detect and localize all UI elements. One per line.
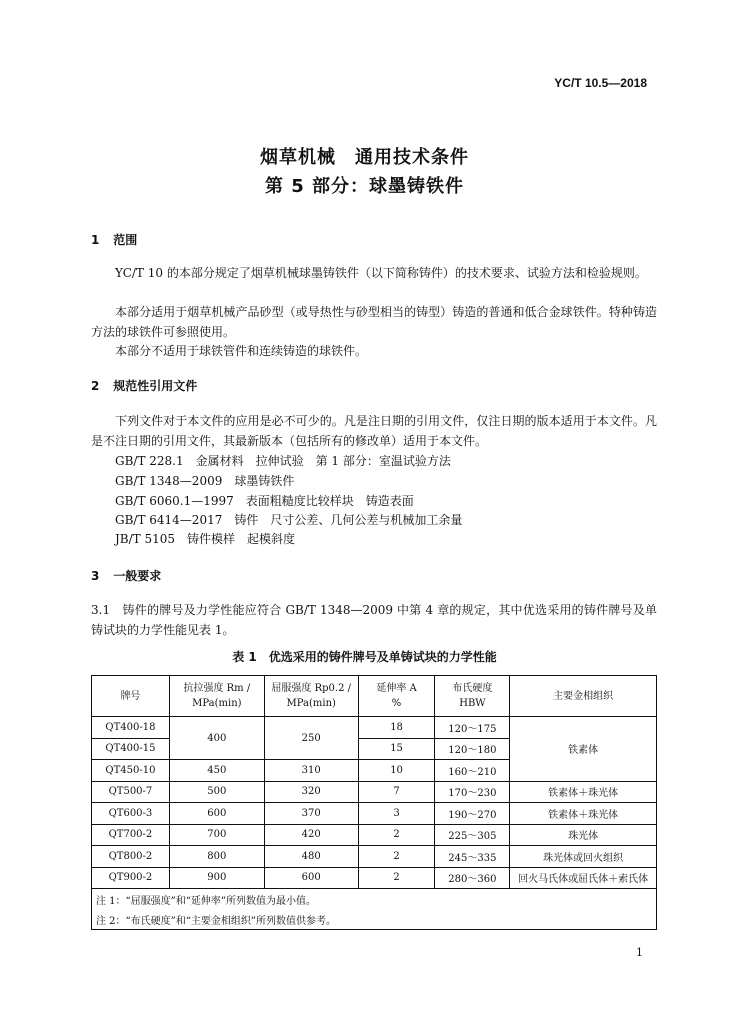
paragraph: 本部分适用于烟草机械产品砂型（或导热性与砂型相当的铸型）铸造的普通和低合金球铁件。特种铸造方法的球铁件可参照使用。 <box>91 305 657 339</box>
table-cell: 2 <box>358 846 435 868</box>
standard-number: YC/T 10.5—2018 <box>554 76 647 90</box>
table-cell: QT400-15 <box>92 738 170 760</box>
section-number: 2 <box>91 379 100 393</box>
table-cell: 珠光体或回火组织 <box>510 846 657 868</box>
table-cell: 320 <box>264 781 358 803</box>
table-cell: QT450-10 <box>92 760 170 782</box>
table-cell: 160～210 <box>435 760 510 782</box>
table-header-row <box>92 676 657 717</box>
table-cell: QT400-18 <box>92 717 170 739</box>
table-cell: 10 <box>358 760 435 782</box>
table-cell: 480 <box>264 846 358 868</box>
table-cell: QT700-2 <box>92 824 170 846</box>
table-cell: 3 <box>358 803 435 825</box>
table-cell: QT500-7 <box>92 781 170 803</box>
table-cell: QT800-2 <box>92 846 170 868</box>
paragraph: 本部分不适用于球铁管件和连续铸造的球铁件。 <box>115 344 368 358</box>
table-cell: 190～270 <box>435 803 510 825</box>
table-cell: 7 <box>358 781 435 803</box>
column-header: 抗拉强度 Rm / MPa(min) <box>169 676 264 717</box>
column-header: 布氏硬度 HBW <box>435 676 510 717</box>
table-cell: 420 <box>264 824 358 846</box>
table-row <box>92 867 657 889</box>
reference-item: GB/T 6414—2017 铸件 尺寸公差、几何公差与机械加工余量 <box>115 513 463 527</box>
table-cell: 600 <box>169 803 264 825</box>
table-cell: 珠光体 <box>510 824 657 846</box>
reference-item: GB/T 6060.1—1997 表面粗糙度比较样块 铸造表面 <box>115 494 414 508</box>
section-number: 3 <box>91 569 100 583</box>
table-cell: 900 <box>169 867 264 889</box>
table-cell: 310 <box>264 760 358 782</box>
column-header: 屈服强度 Rp0.2 / MPa(min) <box>264 676 358 717</box>
table-row <box>92 846 657 868</box>
reference-item: GB/T 228.1 金属材料 拉伸试验 第 1 部分：室温试验方法 <box>115 454 451 468</box>
section-3-heading <box>91 567 161 584</box>
table-cell: 700 <box>169 824 264 846</box>
page-number: 1 <box>636 946 643 959</box>
table-row <box>92 717 657 739</box>
table-cell: 铁素体 <box>510 717 657 782</box>
table-cell: 2 <box>358 867 435 889</box>
reference-item: JB/T 5105 铸件模样 起模斜度 <box>115 532 296 546</box>
table-cell: QT900-2 <box>92 867 170 889</box>
table-row <box>92 781 657 803</box>
document-subtitle: 第 5 部分：球墨铸铁件 <box>264 176 465 197</box>
table-row <box>92 824 657 846</box>
table-cell: QT600-3 <box>92 803 170 825</box>
table-row <box>92 803 657 825</box>
table-note: 注 1：“屈服强度”和“延伸率”所列数值为最小值。 <box>92 889 657 910</box>
column-header: 主要金相组织 <box>510 676 657 717</box>
table-cell: 370 <box>264 803 358 825</box>
table-cell: 120～175 <box>435 717 510 739</box>
table-caption: 表 1 优选采用的铸件牌号及单铸试块的力学性能 <box>232 650 497 664</box>
table-cell: 225～305 <box>435 824 510 846</box>
table-cell: 250 <box>264 717 358 760</box>
section-title: 规范性引用文件 <box>113 379 198 393</box>
properties-table <box>91 675 657 930</box>
section-2-heading <box>91 377 197 394</box>
section-number: 1 <box>91 233 100 247</box>
reference-item: GB/T 1348—2009 球墨铸铁件 <box>115 474 295 488</box>
table-cell: 15 <box>358 738 435 760</box>
table-note: 注 2：“布氏硬度”和“主要金相组织”所列数值供参考。 <box>92 909 657 930</box>
table-cell: 2 <box>358 824 435 846</box>
table-cell: 回火马氏体或屈氏体＋索氏体 <box>510 867 657 889</box>
paragraph: 3.1 铸件的牌号及力学性能应符合 GB/T 1348—2009 中第 4 章的规定，其中优选采用的铸件牌号及单铸试块的力学性能见表 1。 <box>91 603 657 637</box>
table-cell: 400 <box>169 717 264 760</box>
table-cell: 600 <box>264 867 358 889</box>
column-header: 牌号 <box>92 676 170 717</box>
section-title: 范围 <box>113 233 138 247</box>
section-title: 一般要求 <box>113 569 162 583</box>
table-cell: 铁素体＋珠光体 <box>510 781 657 803</box>
table-cell: 280～360 <box>435 867 510 889</box>
table-cell: 800 <box>169 846 264 868</box>
table-note-row <box>92 909 657 930</box>
table-cell: 18 <box>358 717 435 739</box>
paragraph: 下列文件对于本文件的应用是必不可少的。凡是注日期的引用文件，仅注日期的版本适用于本文件。凡是不注日期的引用文件，其最新版本（包括所有的修改单）适用于本文件。 <box>91 414 657 448</box>
section-1-heading <box>91 231 137 248</box>
table-cell: 500 <box>169 781 264 803</box>
column-header: 延伸率 A % <box>358 676 435 717</box>
table-note-row <box>92 889 657 910</box>
table-cell: 450 <box>169 760 264 782</box>
document-title: 烟草机械 通用技术条件 <box>260 147 469 168</box>
table-cell: 170～230 <box>435 781 510 803</box>
table-cell: 120～180 <box>435 738 510 760</box>
table-cell: 铁素体＋珠光体 <box>510 803 657 825</box>
paragraph: YC/T 10 的本部分规定了烟草机械球墨铸铁件（以下简称铸件）的技术要求、试验方法和检验规则。 <box>115 266 647 280</box>
table-cell: 245～335 <box>435 846 510 868</box>
